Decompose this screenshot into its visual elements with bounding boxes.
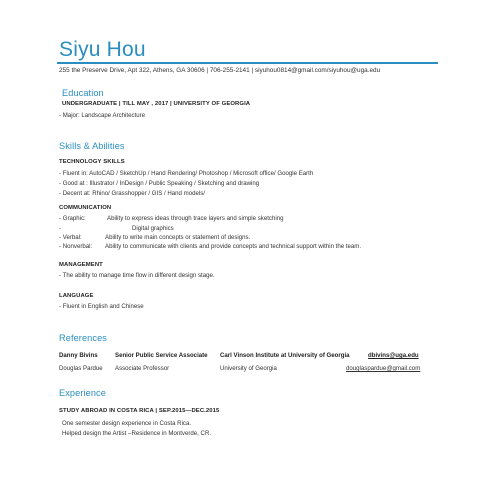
resume-name: Siyu Hou [59,38,146,61]
communication-label: - [59,225,62,232]
technology-line-decent: - Decent at: Rhino/ Grasshopper / GIS / Hand models/ [59,190,205,197]
experience-line: One semester design experience in Costa Rica. [62,420,192,427]
communication-label: - Nonverbal: [59,243,93,250]
education-title: Education [62,88,104,98]
education-degree: UNDERGRADUATE | TILL MAY , 2017 | UNIVERSITY OF GEORGIA [62,101,251,107]
skills-title: Skills & Abilities [59,141,125,151]
experience-line: Helped design the Artist –Residence in Montverde, CR. [62,430,212,437]
reference-email-link[interactable]: douglaspardue@gmail.com [346,365,421,372]
management-heading: MANAGEMENT [59,262,103,268]
communication-text: Ability to express ideas through trace layers and simple sketching [107,215,284,222]
communication-item [59,243,362,250]
communication-item [59,225,174,232]
education-major: - Major: Landscape Architecture [59,112,146,119]
references-title: References [59,333,107,343]
language-heading: LANGUAGE [59,293,94,299]
communication-text: Ability to communicate with clients and provide concepts and technical support within the team. [105,243,362,250]
contact-line: 255 the Preserve Drive, Apt 322, Athens, GA 30606 | 706-255-2141 | siyuhou0814@gmail.com/siyuhou@uga.edu [59,67,381,74]
technology-heading: TECHNOLOGY SKILLS [59,159,125,165]
technology-line-fluent: - Fluent in: AutoCAD / SketchUp / Hand Rendering/ Photoshop / Microsoft office/ Google Earth [59,170,314,177]
communication-item [59,215,284,222]
reference-name: Danny Bivins [59,352,98,359]
language-line: - Fluent in English and Chinese [59,303,144,310]
reference-role: Associate Professor [115,365,170,372]
communication-item [59,234,251,241]
reference-name: Douglas Pardue [59,365,103,372]
reference-org: University of Georgia [220,365,277,372]
communication-label: - Verbal: [59,234,82,241]
reference-role: Senior Public Service Associate [115,352,208,359]
experience-title: Experience [59,388,106,398]
reference-org: Carl Vinson Institute at University of Georgia [220,352,350,359]
communication-heading: COMMUNICATION [59,205,112,211]
communication-label: - Graphic: [59,215,86,222]
management-line: - The ability to manage time flow in different design stage. [59,272,215,279]
header-rule [57,62,438,64]
experience-heading: STUDY ABROAD IN COSTA RICA | SEP.2015—DEC.2015 [59,408,220,414]
communication-text: Digital graphics [132,225,174,232]
communication-text: Ability to write main concepts or statement of designs. [105,234,251,241]
technology-line-good: - Good at : Illustrator / InDesign / Public Speaking / Sketching and drawing [59,180,260,187]
reference-email-link[interactable]: dbivins@uga.edu [368,352,419,359]
